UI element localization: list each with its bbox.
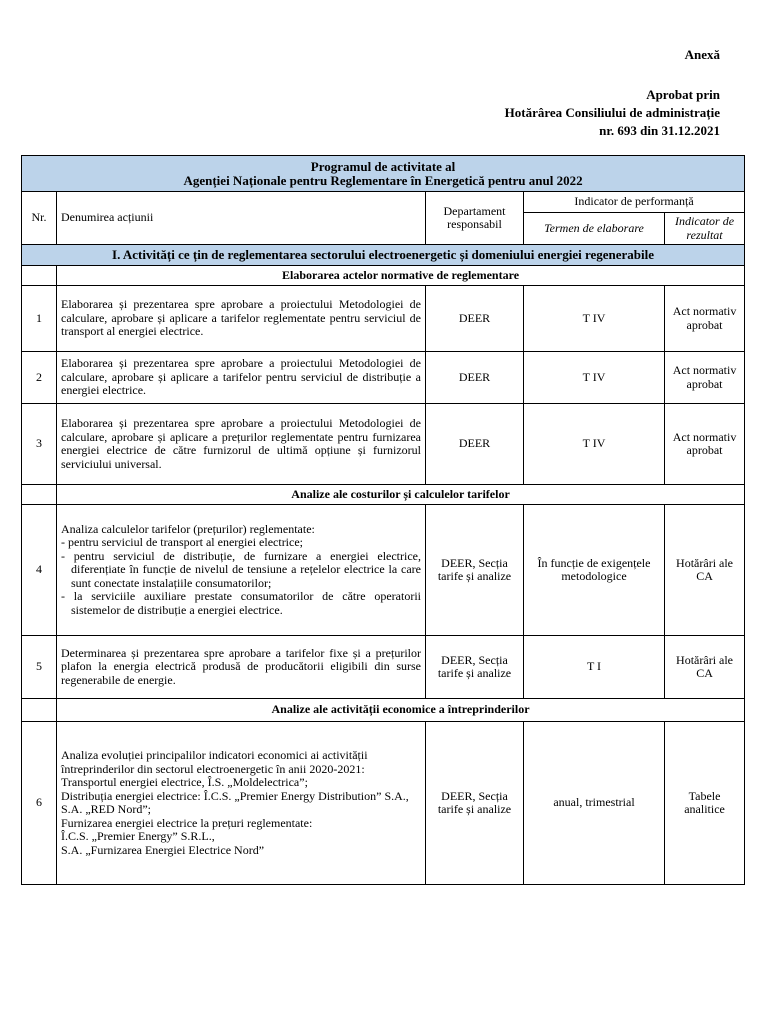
col-header-result: Indicator de rezultat	[665, 213, 745, 245]
col-header-deadline: Termen de elaborare	[524, 213, 665, 245]
table-title-line: Programul de activitate al	[310, 159, 456, 174]
row-number: 6	[22, 722, 57, 885]
subsection-title: Analize ale costurilor și calculelor tarifelor	[57, 485, 745, 505]
table-title-line: Agenției Naționale pentru Reglementare în Energetică pentru anul 2022	[183, 172, 583, 188]
table-row	[22, 505, 745, 636]
row-department: DEER, Secția tarife și analize	[426, 722, 524, 885]
row-department: DEER, Secția tarife și analize	[426, 505, 524, 636]
row-department: DEER	[426, 404, 524, 485]
row-action-intro: Analiza calculelor tarifelor (prețurilor) reglementate:	[61, 521, 315, 536]
row-number: 5	[22, 636, 57, 699]
row-number: 3	[22, 404, 57, 485]
row-department: DEER	[426, 286, 524, 352]
row-action: Determinarea și prezentarea spre aprobare a tarifelor fixe și a prețurilor plafon la energia electrică produsă de producătorii eligibili din surse regenerabile de energie.	[57, 636, 426, 699]
row-action-list	[61, 536, 421, 617]
table-row	[22, 722, 745, 885]
table-title-row	[22, 156, 745, 192]
subsection-title: Analize ale activității economice a întreprinderilor	[57, 699, 745, 722]
col-header-department: Departament responsabil	[426, 192, 524, 245]
table-row	[22, 286, 745, 352]
row-result: Hotărâri ale CA	[665, 636, 745, 699]
row-result: Act normativ aprobat	[665, 286, 745, 352]
enterprise-line: Î.C.S. „Premier Energy” S.R.L.,	[61, 829, 215, 843]
activity-program-table	[21, 155, 745, 885]
list-item: - la serviciile auxiliare prestate consumatorilor de către operatorii sistemelor de distribuție a energiei electrice.	[61, 589, 421, 617]
annex-label: Anexă	[684, 47, 720, 62]
approval-line: nr. 693 din 31.12.2021	[599, 123, 720, 138]
subsection-row	[22, 266, 745, 286]
list-item: - pentru serviciul de transport al energiei electrice;	[61, 535, 304, 550]
section-title: I. Activități ce țin de reglementarea sectorului electroenergetic și domeniului energiei regenerabile	[22, 245, 745, 266]
subsection-row	[22, 699, 745, 722]
row-action-intro: Analiza evoluției principalilor indicatori economici ai activității întreprinderilor din sectorul electroenergetic în anii 2020-2021:	[61, 748, 368, 776]
row-result: Act normativ aprobat	[665, 352, 745, 404]
row-deadline: T IV	[524, 286, 665, 352]
table-title	[22, 156, 745, 192]
row-department: DEER	[426, 352, 524, 404]
row-action	[57, 722, 426, 885]
row-number: 2	[22, 352, 57, 404]
subsection-row	[22, 485, 745, 505]
row-action	[57, 505, 426, 636]
table-row	[22, 636, 745, 699]
row-result: Act normativ aprobat	[665, 404, 745, 485]
col-header-nr: Nr.	[22, 192, 57, 245]
subsection-title: Elaborarea actelor normative de reglementare	[57, 266, 745, 286]
row-deadline: T IV	[524, 352, 665, 404]
enterprise-line: S.A. „RED Nord”;	[61, 802, 151, 816]
approval-block	[505, 86, 720, 140]
enterprise-line: Transportul energiei electrice, Î.S. „Moldelectrica”;	[61, 775, 308, 789]
empty-cell	[22, 266, 57, 286]
approval-line: Hotărârea Consiliului de administrație	[504, 105, 720, 120]
column-header-row	[22, 192, 745, 213]
list-item: - pentru serviciul de distribuție, de furnizare a energiei electrice, diferențiate în funcție de nivelul de tensiune a rețelelor electrice la care sunt conectate instalațiile consumatorilor;	[61, 548, 421, 590]
enterprise-line: S.A. „Furnizarea Energiei Electrice Nord”	[61, 842, 265, 857]
row-deadline: T IV	[524, 404, 665, 485]
row-department: DEER, Secția tarife și analize	[426, 636, 524, 699]
col-header-action: Denumirea acțiunii	[57, 192, 426, 245]
approval-line: Aprobat prin	[646, 87, 720, 102]
row-deadline: În funcție de exigențele metodologice	[524, 505, 665, 636]
row-action: Elaborarea și prezentarea spre aprobare a proiectului Metodologiei de calculare, aprobare și aplicare a tarifelor pentru serviciul de distribuție a energiei electrice.	[57, 352, 426, 404]
row-action: Elaborarea și prezentarea spre aprobare a proiectului Metodologiei de calculare, aprobare și aplicare a prețurilor reglementate pentru furnizarea energiei electrice de către furnizorul de ultimă opțiune și furnizorul serviciului universal.	[57, 404, 426, 485]
row-action: Elaborarea și prezentarea spre aprobare a proiectului Metodologiei de calculare, aprobare și aplicare a tarifelor reglementate pentru serviciul de transport al energiei electrice.	[57, 286, 426, 352]
row-deadline: T I	[524, 636, 665, 699]
row-deadline: anual, trimestrial	[524, 722, 665, 885]
enterprise-line: Distribuția energiei electrice: Î.C.S. „Premier Energy Distribution” S.A.,	[61, 788, 409, 803]
row-result: Tabele analitice	[665, 722, 745, 885]
empty-cell	[22, 485, 57, 505]
section-row	[22, 245, 745, 266]
empty-cell	[22, 699, 57, 722]
row-result: Hotărâri ale CA	[665, 505, 745, 636]
table-row	[22, 404, 745, 485]
row-number: 1	[22, 286, 57, 352]
table-row	[22, 352, 745, 404]
col-header-indicator: Indicator de performanță	[524, 192, 745, 213]
enterprise-line: Furnizarea energiei electrice la prețuri reglementate:	[61, 815, 313, 830]
row-number: 4	[22, 505, 57, 636]
